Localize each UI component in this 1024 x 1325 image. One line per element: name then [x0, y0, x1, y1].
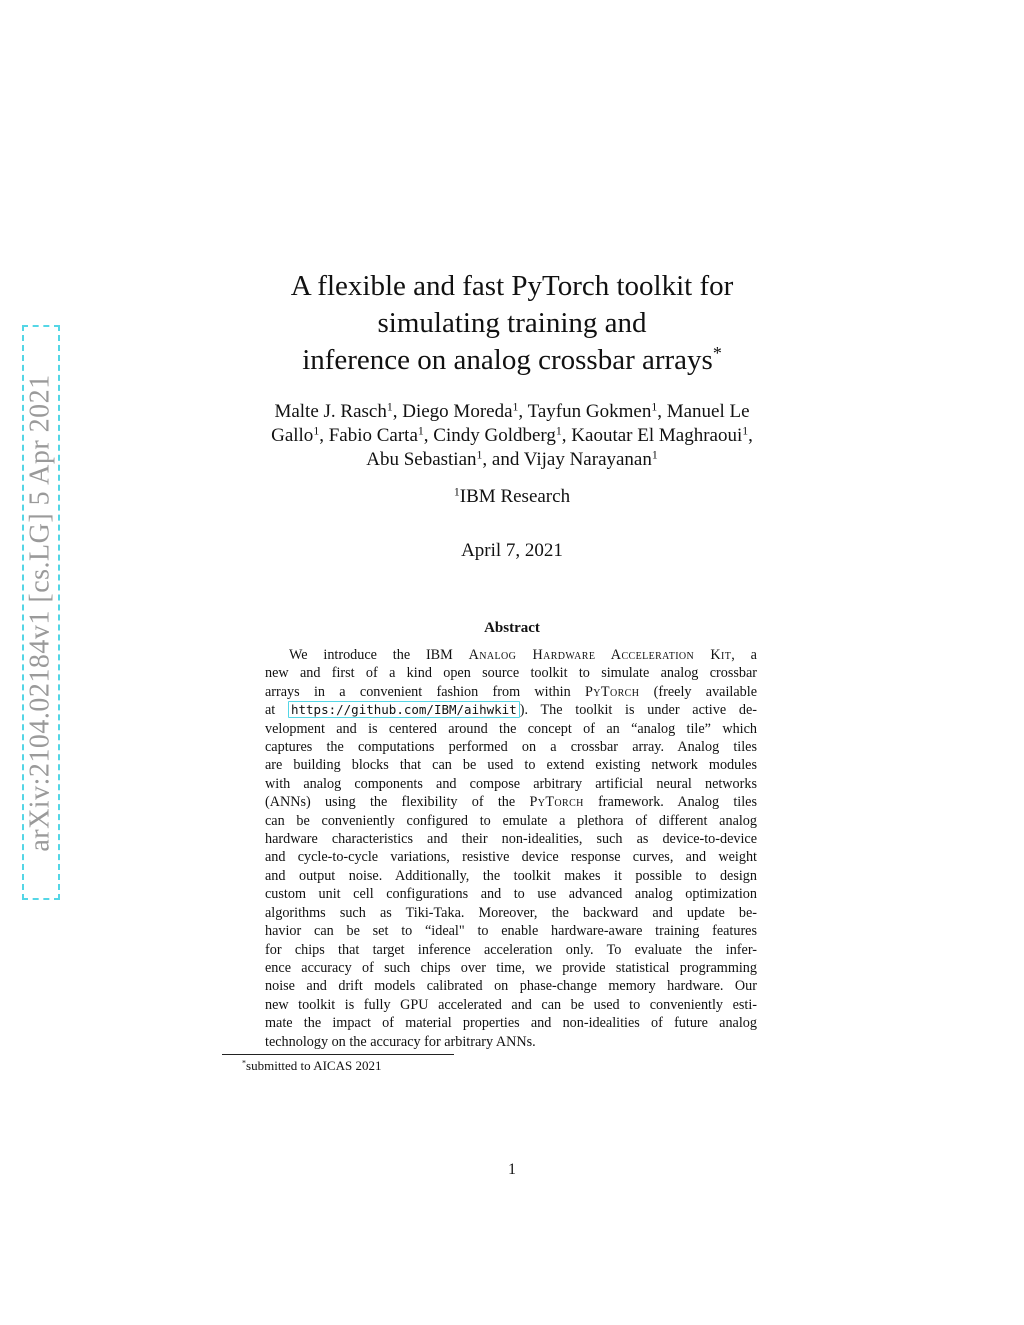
abstract-line: and output noise. Additionally, the toolkit makes it possible to design [265, 867, 757, 884]
footnote-mark: * [242, 1058, 247, 1068]
author-line-3 [222, 448, 802, 472]
abstract-line: with analog components and compose arbitrary artificial neural networks [265, 775, 757, 792]
affiliation-name: IBM Research [459, 486, 571, 507]
footnote [242, 1058, 381, 1074]
author-affil-mark: 1 [386, 400, 393, 414]
abstract-line: algorithms such as Tiki-Taka. Moreover, the backward and update be- [265, 904, 757, 921]
abstract-line: mate the impact of material properties and non-idealities of future analog [265, 1015, 757, 1032]
abstract-line: technology on the accuracy for arbitrary ANNs. [265, 1033, 536, 1050]
paper-title [212, 268, 812, 379]
abstract-line: velopment and is centered around the concept of an “analog tile” which [265, 720, 757, 737]
author-line-2 [222, 424, 802, 448]
author-sep: , [392, 401, 403, 422]
author-affil-mark: 1 [512, 400, 519, 414]
abstract-line: custom unit cell configurations and to use advanced analog optimization [265, 886, 757, 903]
abstract-line [265, 793, 757, 811]
abstract-text: framework. Analog tiles [583, 794, 757, 811]
toolkit-name: Analog Hardware Acceleration Kit [468, 647, 732, 663]
author-sep: , [657, 401, 667, 422]
author: Cindy Goldberg [433, 425, 556, 446]
pytorch-name: PyTorch [585, 683, 640, 700]
abstract-text: , a [731, 647, 757, 663]
abstract-body [265, 646, 757, 1051]
title-line-1: A flexible and fast PyTorch toolkit for [290, 270, 734, 302]
author-sep: , [518, 401, 528, 422]
abstract-line: are building blocks that can be used to extend existing network modules [265, 757, 757, 774]
author-sep: , [748, 425, 753, 446]
abstract-line [265, 683, 757, 701]
author-sep: , and [482, 449, 524, 470]
arxiv-identifier-box[interactable] [22, 325, 60, 900]
abstract-line: captures the computations performed on a crossbar array. Analog tiles [265, 739, 757, 756]
author: Malte J. Rasch [274, 401, 387, 422]
abstract-text: (freely available [639, 683, 757, 700]
abstract-line: for chips that target inference acceleration only. To evaluate the infer- [265, 941, 757, 958]
author-affil-mark: 1 [313, 424, 320, 438]
affiliation [312, 486, 712, 508]
abstract-line: and cycle-to-cycle variations, resistive device response curves, and weight [265, 849, 757, 866]
title-line-2: simulating training and [377, 307, 647, 339]
author-sep: , [561, 425, 572, 446]
abstract-text: (ANNs) using the flexibility of the [265, 794, 530, 811]
abstract-text: at [265, 702, 288, 719]
abstract-line: noise and drift models calibrated on phase-change memory hardware. Our [265, 978, 757, 995]
title-footnote-mark: * [712, 343, 722, 364]
footnote-rule [222, 1054, 454, 1055]
abstract-line: can be conveniently configured to emulate a plethora of different analog [265, 812, 757, 829]
pytorch-name: PyTorch [529, 794, 584, 811]
abstract-line: new and first of a kind open source toolkit to simulate analog crossbar [265, 665, 757, 682]
paper-date: April 7, 2021 [461, 540, 563, 561]
author-affil-mark: 1 [651, 400, 658, 414]
author-part: Manuel Le [666, 401, 750, 422]
author: Vijay Narayanan [523, 449, 652, 470]
author: Tayfun Gokmen [527, 401, 652, 422]
author: Kaoutar El Maghraoui [571, 425, 743, 446]
author-sep: , [423, 425, 434, 446]
abstract-text: We introduce the IBM [289, 647, 469, 663]
author: Diego Moreda [402, 401, 513, 422]
affiliation-mark: 1 [453, 485, 460, 499]
author: Fabio Carta [328, 425, 418, 446]
abstract-line: hardware characteristics and their non-idealities, such as device-to-device [265, 831, 757, 848]
author-affil-mark: 1 [476, 448, 483, 462]
abstract-line: havior can be set to “ideal" to enable hardware-aware training features [265, 923, 757, 940]
author-affil-mark: 1 [555, 424, 562, 438]
abstract-line: new toolkit is fully GPU accelerated and can be used to conveniently esti- [265, 996, 757, 1013]
abstract-line [265, 646, 757, 664]
author-affil-mark: 1 [742, 424, 749, 438]
author-list [222, 400, 802, 472]
abstract-text: ). The toolkit is under active de- [519, 702, 757, 719]
footnote-text: submitted to AICAS 2021 [246, 1058, 382, 1073]
author-sep: , [319, 425, 329, 446]
author: Abu Sebastian [366, 449, 477, 470]
page-number: 1 [508, 1161, 516, 1178]
author-line-1 [222, 400, 802, 424]
author-part: Gallo [271, 425, 314, 446]
author-affil-mark: 1 [417, 424, 424, 438]
abstract-line: ence accuracy of such chips over time, we provide statistical programming [265, 959, 757, 976]
title-line-3: inference on analog crossbar arrays* [302, 343, 722, 376]
author-affil-mark: 1 [651, 448, 658, 462]
abstract-line [265, 701, 757, 719]
abstract-heading: Abstract [484, 620, 540, 636]
arxiv-identifier[interactable]: arXiv:2104.02184v1 [cs.LG] 5 Apr 2021 [25, 373, 57, 852]
abstract-text: arrays in a convenient fashion from within [265, 683, 585, 700]
github-link[interactable]: https://github.com/IBM/aihwkit [288, 701, 520, 718]
